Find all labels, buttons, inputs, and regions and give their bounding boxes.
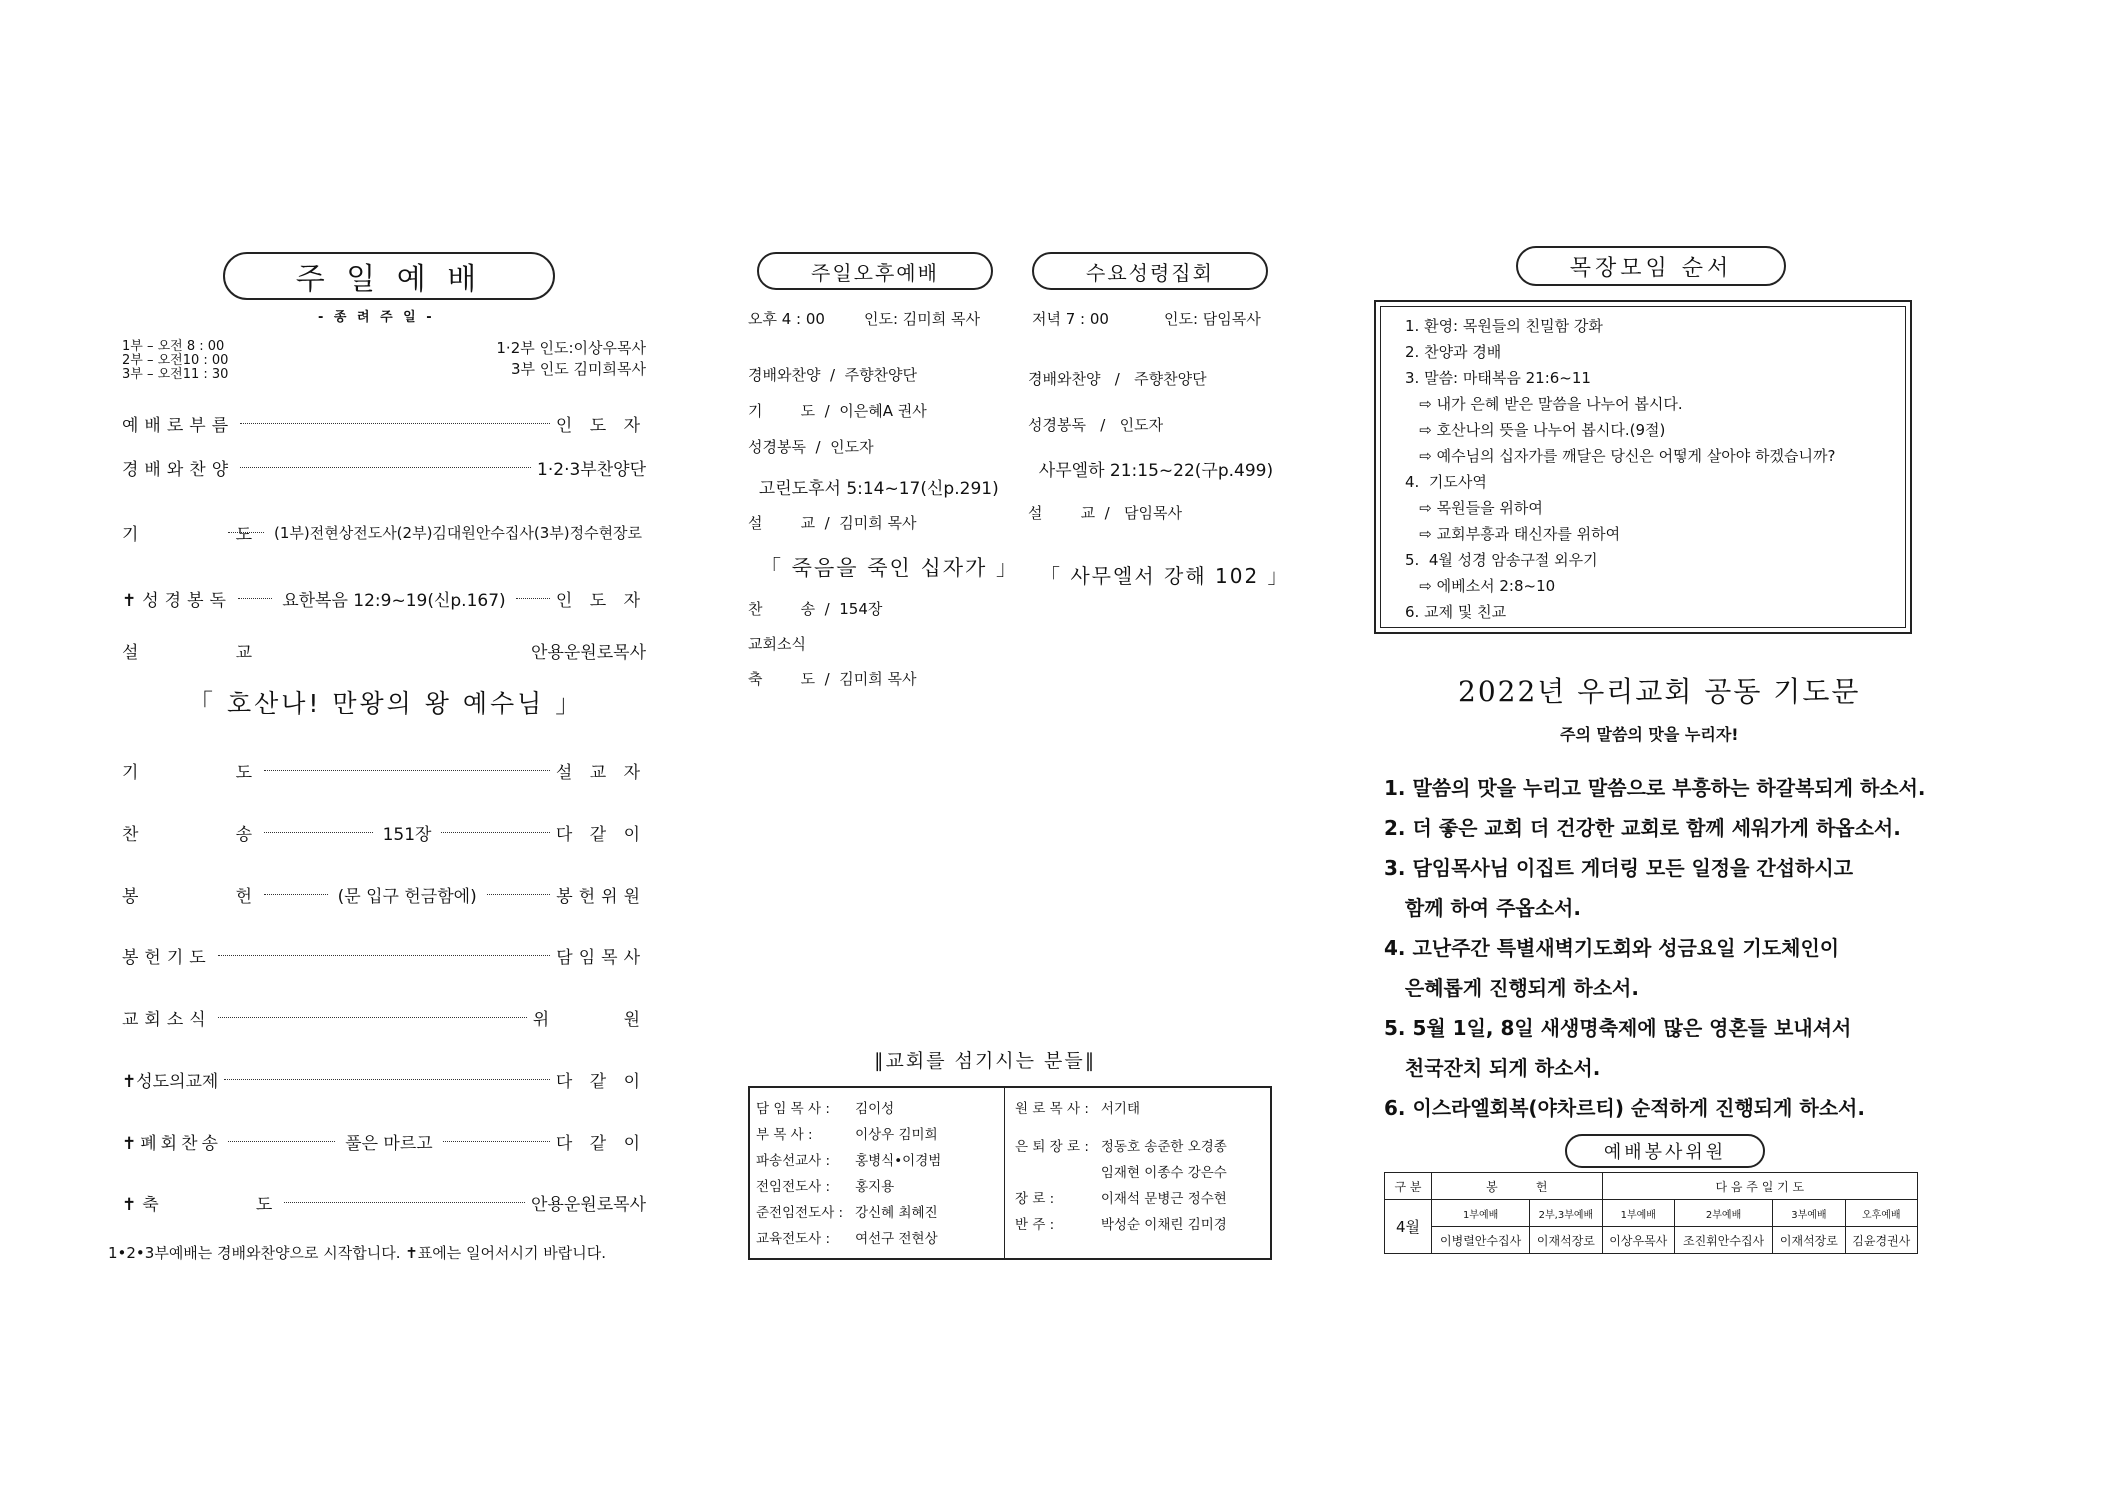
order-row: [122, 1067, 646, 1092]
staff-row: [750, 1224, 947, 1250]
staff-role: 준전임전도사 :: [756, 1205, 844, 1221]
cell-line: ⇨ 교회부흥과 태신자를 위하여: [1405, 525, 1621, 543]
svc-val: 김윤경권사: [1845, 1227, 1917, 1254]
order-label: 찬 송: [122, 825, 259, 845]
svc-val: 이재석장로: [1773, 1227, 1845, 1254]
svc-sub-row: [1385, 1200, 1918, 1227]
prayer-subtitle: 주의 말씀의 맛을 누리자!: [1560, 725, 1739, 744]
staff-left: [750, 1088, 1005, 1258]
cell-line: ⇨ 내가 은혜 받은 말씀을 나누어 봅시다.: [1405, 395, 1683, 413]
order-row: [122, 411, 646, 436]
cell-line: 2. 찬양과 경배: [1405, 343, 1502, 361]
order-label: 예배로부름: [122, 416, 235, 436]
staff-role: [1009, 1158, 1095, 1184]
sunday-title-text: 주 일 예 배: [295, 262, 483, 297]
service-times: [122, 340, 228, 382]
leader-dots: [516, 598, 550, 599]
cell-line: 5. 4월 성경 암송구절 외우기: [1405, 551, 1598, 569]
order-label: 봉헌기도: [122, 948, 212, 968]
staff-name: 정동호 송준한 오경종: [1100, 1139, 1227, 1155]
afternoon-item: 성경봉독 / 인도자: [748, 438, 874, 456]
wednesday-items: [1028, 368, 1273, 532]
svc-val-row: [1385, 1227, 1918, 1254]
wednesday-item: 설 교 / 담임목사: [1028, 504, 1182, 522]
order-label: ✝폐회찬송: [122, 1134, 222, 1154]
leader-dots: [218, 1017, 527, 1018]
staff-name: 박성순 이채린 김미경: [1100, 1217, 1227, 1233]
prayer-list: [1384, 768, 1926, 1128]
order-right: 인 도 자: [555, 416, 646, 436]
order-right: 설 교 자: [555, 763, 646, 783]
wednesday-time: 저녁 7 : 00: [1032, 310, 1109, 328]
staff-role: [1009, 1120, 1095, 1132]
service-leaders: [430, 338, 646, 380]
staff-row: [750, 1120, 947, 1146]
order-row: [122, 758, 646, 783]
cell-title: [1516, 246, 1786, 286]
svc-prayer-header: 다 음 주 일 기 도: [1602, 1173, 1917, 1200]
afternoon-items: [748, 364, 999, 542]
wednesday-title: [1032, 252, 1268, 290]
order-row: [122, 1129, 646, 1154]
prayer-line: 은혜롭게 진행되게 하소서.: [1384, 976, 1639, 1000]
afternoon-title: [757, 252, 993, 290]
service-time-3: 3부 – 오전11 : 30: [122, 367, 229, 382]
svc-offering-header: 봉 헌: [1432, 1173, 1603, 1200]
sunday-sermon-title: 「 호산나! 만왕의 왕 예수님 」: [188, 689, 584, 718]
prayer-line: 6. 이스라엘회복(야차르티) 순적하게 진행되게 하소서.: [1384, 1096, 1865, 1120]
order-right: 안용운원로목사: [531, 643, 646, 663]
order-right: 담임목사: [556, 948, 646, 968]
staff-name: 이재석 문병근 정수현: [1100, 1191, 1227, 1207]
afternoon-time: 오후 4 : 00: [748, 310, 825, 328]
prayer-line: 1. 말씀의 맛을 누리고 말씀으로 부흥하는 하갈복되게 하소서.: [1384, 776, 1926, 800]
order-right: 다 같 이: [555, 1072, 646, 1092]
order-row: [122, 882, 646, 907]
order-label: 교회소식: [122, 1010, 212, 1030]
cell-line: 1. 환영: 목원들의 친밀함 강화: [1405, 317, 1603, 335]
staff-role: 부 목 사 :: [756, 1127, 813, 1143]
sunday-title: [223, 252, 555, 300]
order-row: [122, 455, 646, 480]
staff-row: [1009, 1184, 1233, 1210]
order-mid: (1부)전현상전도사(2부)김대원안수집사(3부)정수현장로: [274, 524, 643, 542]
wednesday-item: 성경봉독 / 인도자: [1028, 416, 1164, 434]
afternoon-sermon-title: 「 죽음을 죽인 십자가 」: [760, 556, 1019, 580]
cell-line: 6. 교제 및 친교: [1405, 603, 1507, 621]
order-label: 설 교: [122, 643, 259, 663]
staff-role: 파송선교사 :: [756, 1153, 831, 1169]
cell-title-text: 목장모임 순서: [1569, 255, 1733, 281]
leader-dots: [218, 955, 551, 956]
staff-row: [750, 1146, 947, 1172]
leader-dots: [264, 894, 328, 895]
wednesday-sermon-title: 「 사무엘서 강해 102 」: [1040, 564, 1290, 588]
afternoon-item: 기 도 / 이은혜A 권사: [748, 402, 927, 420]
leader-dots: [487, 894, 551, 895]
svc-sub: 2부예배: [1674, 1200, 1772, 1227]
svc-val: 이병렬안수집사: [1432, 1227, 1530, 1254]
staff-row: [1009, 1210, 1233, 1236]
prayer-title: 2022년 우리교회 공동 기도문: [1458, 675, 1861, 708]
staff-name: 임재현 이종수 강은수: [1100, 1165, 1227, 1181]
service-team-title: [1565, 1134, 1765, 1168]
leader-dots: [228, 532, 264, 533]
staff-right: [1005, 1088, 1270, 1258]
order-row: [122, 586, 646, 611]
staff-name: 강신혜 최혜진: [855, 1205, 938, 1221]
staff-role: 장 로 :: [1015, 1191, 1055, 1207]
staff-row: [750, 1172, 947, 1198]
leader-dots: [441, 832, 549, 833]
staff-row: [1009, 1120, 1233, 1132]
staff-right-table: [1009, 1094, 1233, 1236]
service-team-title-text: 예배봉사위원: [1603, 1142, 1727, 1163]
service-team-table: [1384, 1172, 1918, 1254]
leader-dots: [443, 1141, 550, 1142]
staff-role: 반 주 :: [1015, 1217, 1055, 1233]
cell-line: ⇨ 에베소서 2:8~10: [1405, 577, 1556, 595]
order-label: ✝성도의교제: [122, 1072, 219, 1092]
order-right: 안용운원로목사: [531, 1195, 646, 1215]
afternoon-item: 고린도후서 5:14~17(신p.291): [748, 479, 999, 499]
order-label: 기 도: [122, 525, 259, 545]
order-right: 봉헌위원: [556, 887, 646, 907]
order-mid: 151장: [382, 825, 432, 845]
cell-line: 4. 기도사역: [1405, 473, 1487, 491]
staff-role: 교육전도사 :: [756, 1231, 831, 1247]
staff-role: 전임전도사 :: [756, 1179, 831, 1195]
svc-header-row: [1385, 1173, 1918, 1200]
cell-list: [1405, 313, 1835, 625]
prayer-line: 함께 하여 주옵소서.: [1384, 896, 1581, 920]
svc-sub: 3부예배: [1773, 1200, 1845, 1227]
service-leader-1: 1·2부 인도:이상우목사: [496, 339, 646, 357]
svc-val: 이상우목사: [1602, 1227, 1674, 1254]
staff-title: ∥교회를 섬기시는 분들∥: [874, 1050, 1097, 1072]
staff-name: 홍병식•이경범: [855, 1153, 942, 1169]
staff-name: 김이성: [855, 1101, 895, 1117]
order-label: 봉 헌: [122, 887, 259, 907]
cell-box-inner: [1380, 306, 1906, 628]
order-right: 위 원: [532, 1010, 646, 1030]
svc-month: 4월: [1385, 1200, 1432, 1254]
svc-sub: 오후예배: [1845, 1200, 1917, 1227]
service-time-1: 1부 – 오전 8 : 00: [122, 339, 225, 354]
leader-dots: [224, 1079, 550, 1080]
staff-name: 서기태: [1100, 1101, 1141, 1117]
svc-val: 조진휘안수집사: [1674, 1227, 1772, 1254]
wednesday-leader: 인도: 담임목사: [1164, 310, 1261, 328]
afternoon-items-2: [748, 598, 916, 703]
prayer-line: 2. 더 좋은 교회 더 건강한 교회로 함께 세워가게 하옵소서.: [1384, 816, 1901, 840]
staff-name: 홍지용: [855, 1179, 895, 1195]
leader-dots: [264, 832, 372, 833]
cell-line: 3. 말씀: 마태복음 21:6~11: [1405, 369, 1591, 387]
leader-dots: [284, 1202, 525, 1203]
staff-row: [750, 1198, 947, 1224]
order-label: 경배와찬양: [122, 460, 235, 480]
staff-name: 이상우 김미희: [855, 1127, 938, 1143]
staff-row: [1009, 1158, 1233, 1184]
staff-name: 여선구 전현상: [855, 1231, 938, 1247]
sunday-subtitle: - 종 려 주 일 -: [318, 310, 435, 325]
svc-gubun: 구 분: [1385, 1173, 1432, 1200]
order-right: 1·2·3부찬양단: [537, 460, 646, 480]
staff-role: 담 임 목 사 :: [756, 1101, 830, 1117]
leader-dots: [238, 598, 272, 599]
order-label: ✝축 도: [122, 1195, 279, 1215]
wednesday-item: 경배와찬양 / 주향찬양단: [1028, 370, 1207, 388]
staff-name: [1095, 1120, 1233, 1132]
leader-dots: [240, 423, 550, 424]
order-row: [122, 638, 646, 663]
staff-left-table: [750, 1094, 947, 1250]
afternoon-item: 축 도 / 김미희 목사: [748, 670, 917, 688]
staff-role: 은 퇴 장 로 :: [1015, 1139, 1089, 1155]
svc-val: 이재석장로: [1530, 1227, 1602, 1254]
svc-sub: 1부예배: [1432, 1200, 1530, 1227]
staff-box: [748, 1086, 1272, 1260]
order-label: 기 도: [122, 763, 259, 783]
wednesday-item: 사무엘하 21:15~22(구p.499): [1028, 461, 1274, 481]
leader-dots: [240, 467, 531, 468]
order-mid: 풀은 마르고: [345, 1134, 433, 1154]
staff-row: [1009, 1094, 1233, 1120]
order-right: 인 도 자: [555, 591, 646, 611]
cell-box: [1374, 300, 1912, 634]
order-mid: (문 입구 헌금함에): [337, 887, 477, 907]
sunday-footnote: 1•2•3부예배는 경배와찬양으로 시작합니다. ✝표에는 일어서시기 바랍니다.: [108, 1244, 606, 1262]
afternoon-item: 설 교 / 김미희 목사: [748, 514, 917, 532]
cell-line: ⇨ 목원들을 위하여: [1405, 499, 1543, 517]
afternoon-title-text: 주일오후예배: [811, 260, 939, 285]
prayer-line: 천국잔치 되게 하소서.: [1384, 1056, 1601, 1080]
afternoon-item: 경배와찬양 / 주향찬양단: [748, 366, 918, 384]
order-row: [122, 820, 646, 845]
service-leader-2: 3부 인도 김미희목사: [510, 360, 646, 378]
afternoon-item: 교회소식: [748, 635, 806, 653]
order-mid: 요한복음 12:9~19(신p.167): [282, 591, 506, 611]
afternoon-leader: 인도: 김미희 목사: [864, 310, 981, 328]
leader-dots: [228, 1141, 335, 1142]
order-row: [122, 1005, 646, 1030]
order-label: ✝성경봉독: [122, 591, 232, 611]
order-right: 다 같 이: [555, 1134, 646, 1154]
staff-row: [750, 1094, 947, 1120]
svc-sub: 2부,3부예배: [1530, 1200, 1602, 1227]
order-right: 다 같 이: [555, 825, 646, 845]
cell-line: ⇨ 예수님의 십자가를 깨달은 당신은 어떻게 살아야 하겠습니까?: [1405, 447, 1836, 465]
order-row: [122, 520, 646, 545]
prayer-line: 3. 담임목사님 이집트 게더링 모든 일정을 간섭하시고: [1384, 856, 1854, 880]
leader-dots: [264, 770, 550, 771]
afternoon-item: 찬 송 / 154장: [748, 600, 883, 618]
order-row: [122, 1190, 646, 1215]
wednesday-title-text: 수요성령집회: [1086, 260, 1214, 285]
cell-line: ⇨ 호산나의 뜻을 나누어 봅시다.(9절): [1405, 421, 1666, 439]
staff-role: 원 로 목 사 :: [1015, 1101, 1089, 1117]
service-time-2: 2부 – 오전10 : 00: [122, 353, 229, 368]
prayer-line: 5. 5월 1일, 8일 새생명축제에 많은 영혼들 보내셔서: [1384, 1016, 1852, 1040]
prayer-line: 4. 고난주간 특별새벽기도회와 성금요일 기도체인이: [1384, 936, 1840, 960]
svc-sub: 1부예배: [1602, 1200, 1674, 1227]
staff-row: [1009, 1132, 1233, 1158]
order-row: [122, 943, 646, 968]
